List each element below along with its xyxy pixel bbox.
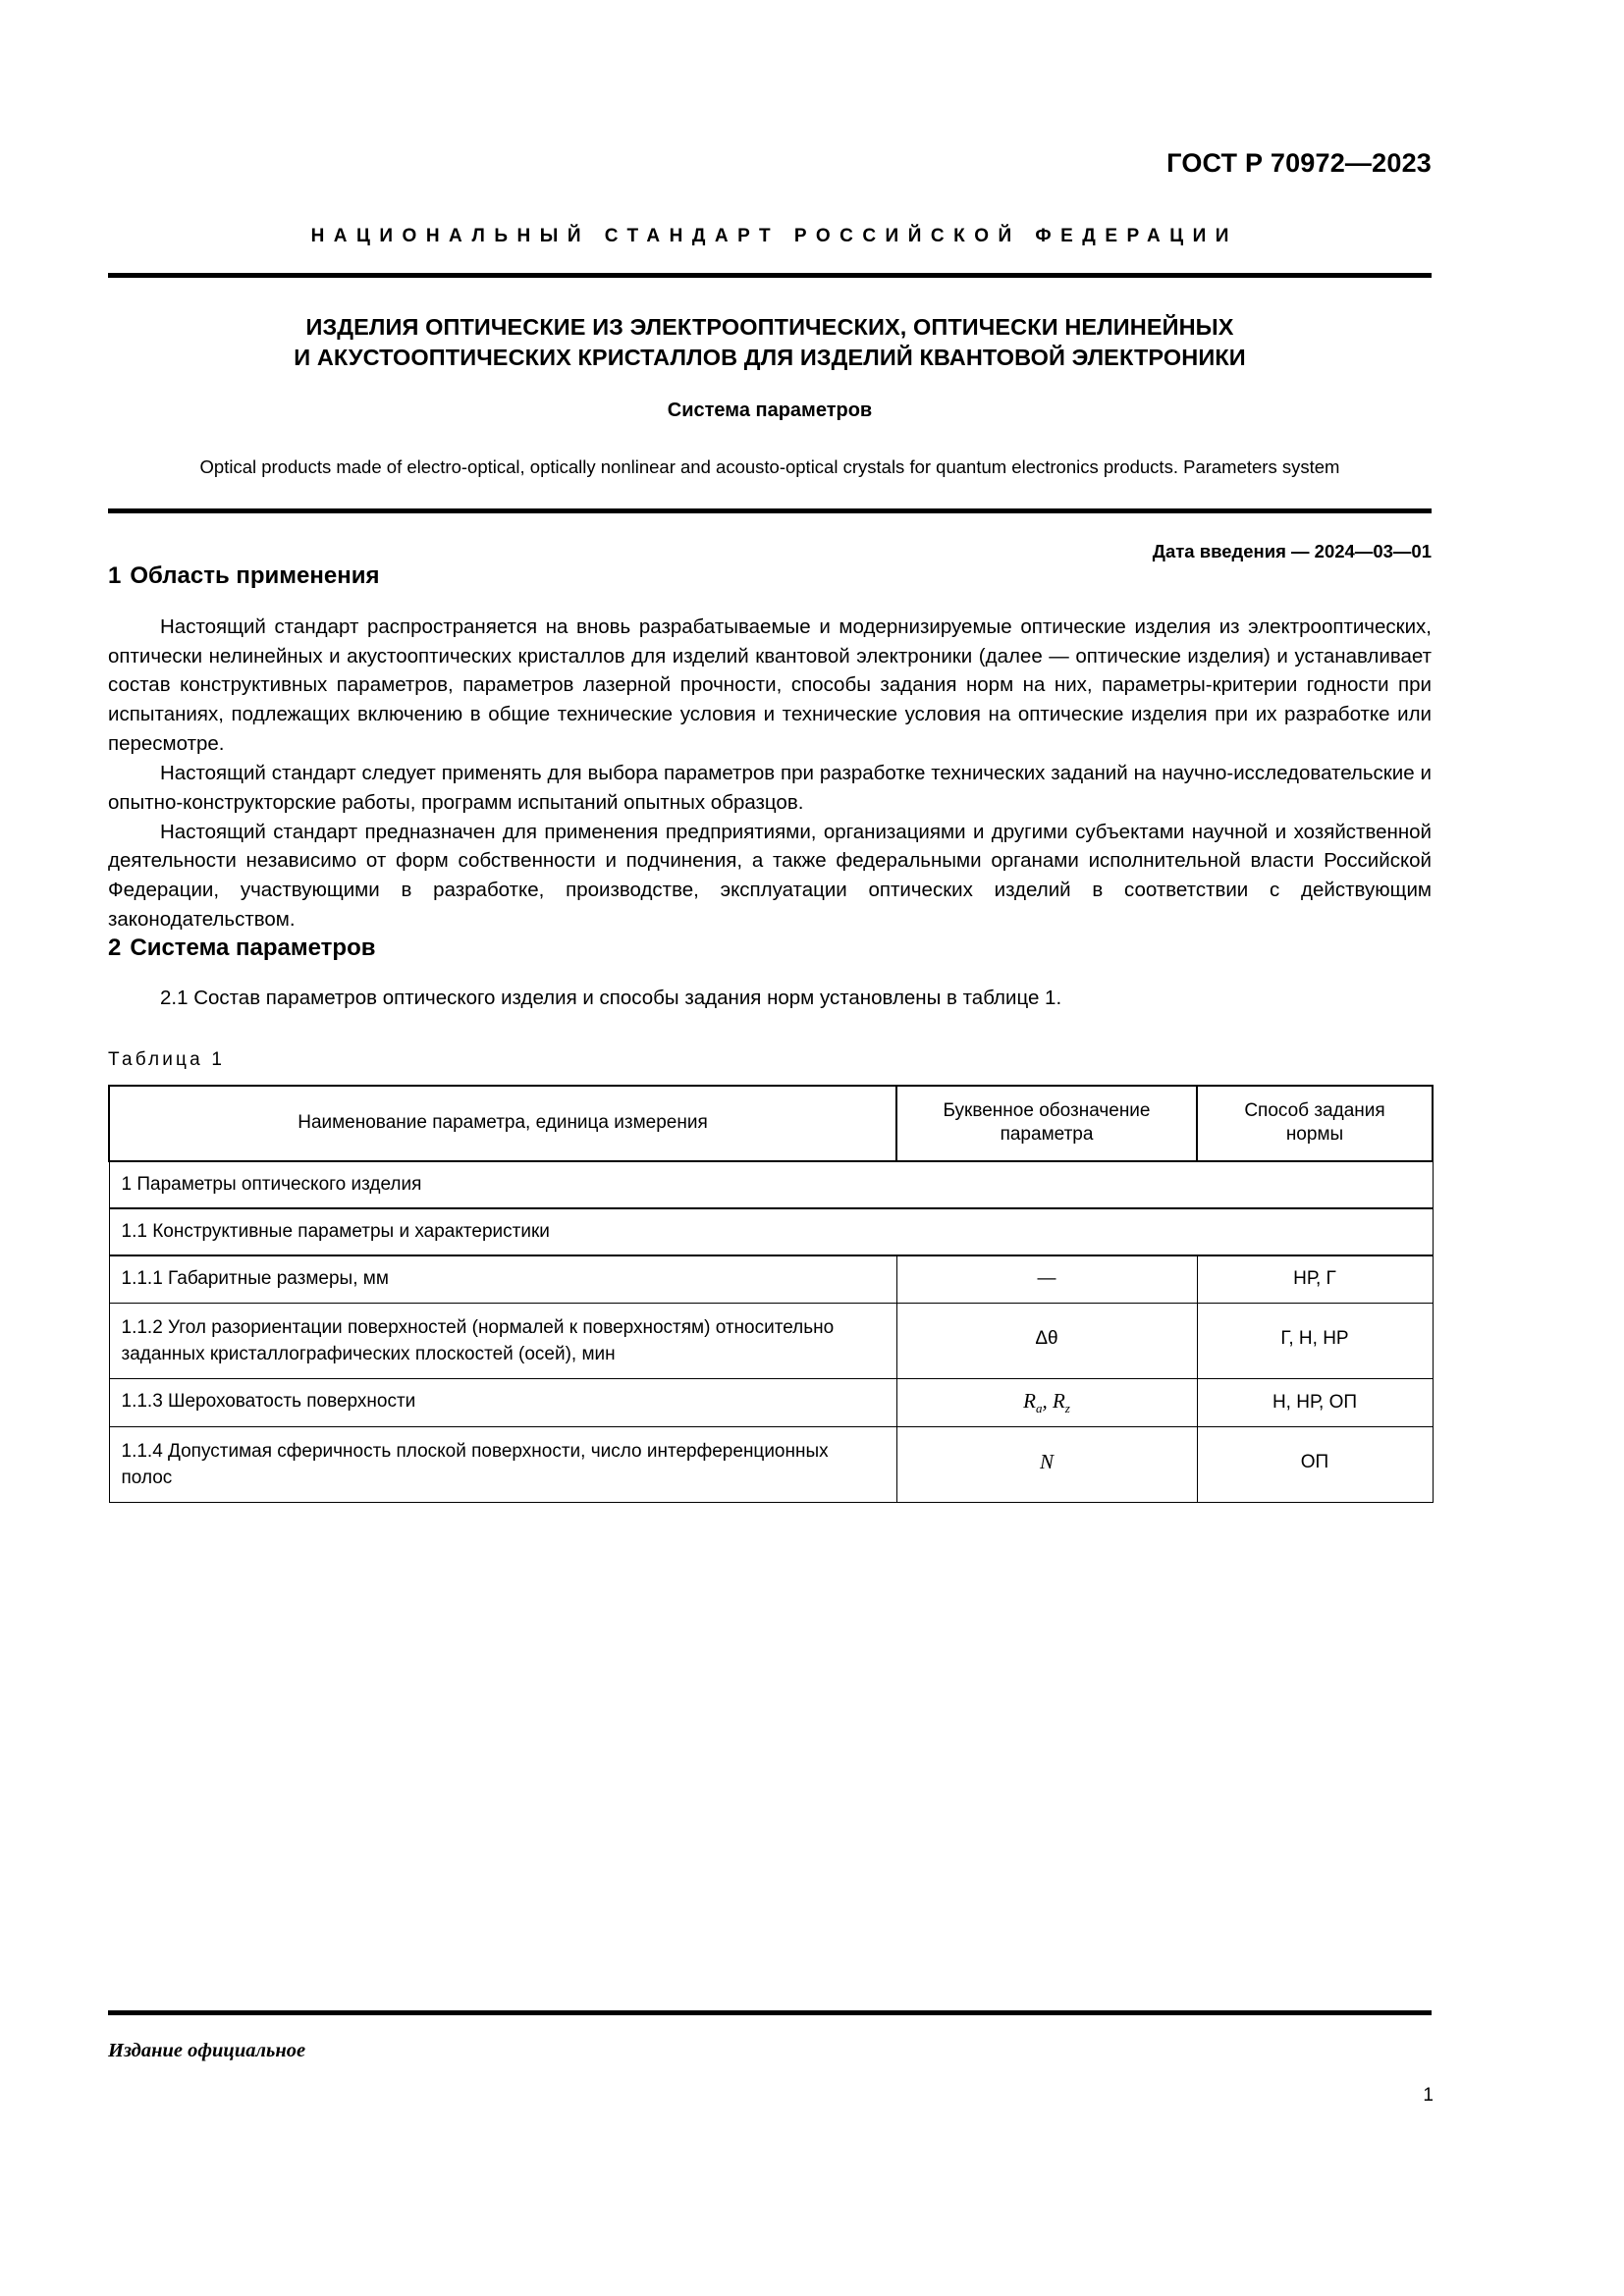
row-1-1-3-symbol: $R_a$, $R_z$ <box>896 1378 1197 1426</box>
column-header-norm-line-1: Способ задания <box>1244 1099 1385 1121</box>
table-row <box>109 1303 1433 1378</box>
document-subtitle: Система параметров <box>667 400 873 422</box>
row-1-1-1-norm: НР, Г <box>1197 1255 1433 1303</box>
table-group-row-1: 1 Параметры оптического изделия <box>109 1161 1433 1208</box>
row-1-1-1-symbol: — <box>896 1255 1197 1303</box>
table-body <box>109 1161 1433 1503</box>
table-row <box>109 1426 1433 1502</box>
table-row <box>109 1255 1433 1303</box>
national-standard-line: НАЦИОНАЛЬНЫЙ СТАНДАРТ РОССИЙСКОЙ ФЕДЕРАЦИИ <box>310 225 1238 246</box>
section-1-paragraph-3: Настоящий стандарт предназначен для применения предприятиями, организациями и другими субъектами научной и хозяйственной деятельности независимо от форм собственности и подчинения, а также федеральными органами исполнительной власти Российской Федерации, участвующими в разработке, производстве, эксплуатации оптических изделий в соответствии с действующим законодательством. <box>108 820 1432 931</box>
table-caption: Таблица 1 <box>108 1048 226 1070</box>
page-content <box>108 0 1432 1503</box>
header-rule-bottom <box>108 508 1432 513</box>
row-1-1-4-symbol: N <box>896 1426 1197 1502</box>
parameters-table <box>108 1085 1434 1503</box>
column-header-parameter-name: Наименование параметра, единица измерения <box>109 1086 896 1161</box>
section-1-title: Область применения <box>130 561 380 589</box>
column-header-symbol-line-1: Буквенное обозначение <box>943 1099 1151 1121</box>
row-1-1-1-name: 1.1.1 Габаритные размеры, мм <box>109 1255 896 1303</box>
column-header-symbol-line-2: параметра <box>1000 1124 1094 1146</box>
row-1-1-4-name: 1.1.4 Допустимая сферичность плоской поверхности, число интерференционных полос <box>109 1426 896 1502</box>
introduction-date: Дата введения — 2024—03—01 <box>1152 540 1432 561</box>
document-title-line-1: ИЗДЕЛИЯ ОПТИЧЕСКИЕ ИЗ ЭЛЕКТРООПТИЧЕСКИХ, ОПТИЧЕСКИ НЕЛИНЕЙНЫХ <box>305 313 1234 340</box>
section-2-heading <box>108 934 1432 962</box>
official-edition-note: Издание официальное <box>108 2040 306 2061</box>
table-row <box>109 1208 1433 1255</box>
column-header-norm-method <box>1197 1086 1433 1161</box>
section-2-number: 2 <box>108 934 122 961</box>
table-row <box>109 1378 1433 1426</box>
row-1-1-3-norm: Н, НР, ОП <box>1197 1378 1433 1426</box>
column-header-norm-line-2: нормы <box>1285 1124 1344 1146</box>
document-title-line-2: И АКУСТООПТИЧЕСКИХ КРИСТАЛЛОВ ДЛЯ ИЗДЕЛИЙ КВАНТОВОЙ ЭЛЕКТРОНИКИ <box>294 344 1246 370</box>
section-1-paragraph-2: Настоящий стандарт следует применять для выбора параметров при разработке технических заданий на научно-исследовательские и опытно-конструкторские работы, программ испытаний опытных образцов. <box>108 761 1432 814</box>
section-1-number: 1 <box>108 561 122 589</box>
row-1-1-2-symbol: Δθ <box>896 1303 1197 1378</box>
header-rule-top <box>108 273 1432 278</box>
table-group-row-1-1: 1.1 Конструктивные параметры и характеристики <box>109 1208 1433 1255</box>
row-1-1-2-norm: Г, Н, НР <box>1197 1303 1433 1378</box>
row-1-1-2-name: 1.1.2 Угол разориентации поверхностей (нормалей к поверхностям) относительно заданных кристаллографических плоскостей (осей), мин <box>109 1303 896 1378</box>
footer-rule <box>108 2010 1432 2015</box>
row-1-1-4-norm: ОП <box>1197 1426 1433 1502</box>
table-row <box>109 1161 1433 1208</box>
section-1-paragraph-1: Настоящий стандарт распространяется на вновь разрабатываемые и модернизируемые оптические изделия из электрооптических, оптически нелинейных и акустооптических кристаллов для изделий квантовой электроники (далее — оптические изделия) и устанавливает состав конструктивных параметров, параметров лазерной прочности, способы задания норм на них, параметры-критерии годности при испытаниях, подлежащих включению в общие технические условия и технические условия на оптические изделия при их разработке или пересмотре. <box>108 614 1432 756</box>
table-head <box>109 1086 1433 1161</box>
section-1-heading <box>108 562 1432 590</box>
title-block <box>108 312 1432 479</box>
page-number: 1 <box>1423 2085 1434 2106</box>
table-header-row <box>109 1086 1433 1161</box>
section-2-title: Система параметров <box>130 934 376 961</box>
document-title <box>108 312 1432 374</box>
document-title-english: Optical products made of electro-optical, optically nonlinear and acousto-optical crystals for quantum electronics products. Parameters system <box>199 456 1340 478</box>
row-1-1-3-name: 1.1.3 Шероховатость поверхности <box>109 1378 896 1426</box>
column-header-symbol <box>896 1086 1197 1161</box>
clause-2-1: 2.1 Состав параметров оптического изделия и способы задания норм установлены в таблице 1. <box>160 986 1062 1009</box>
document-number: ГОСТ Р 70972—2023 <box>1166 148 1432 178</box>
